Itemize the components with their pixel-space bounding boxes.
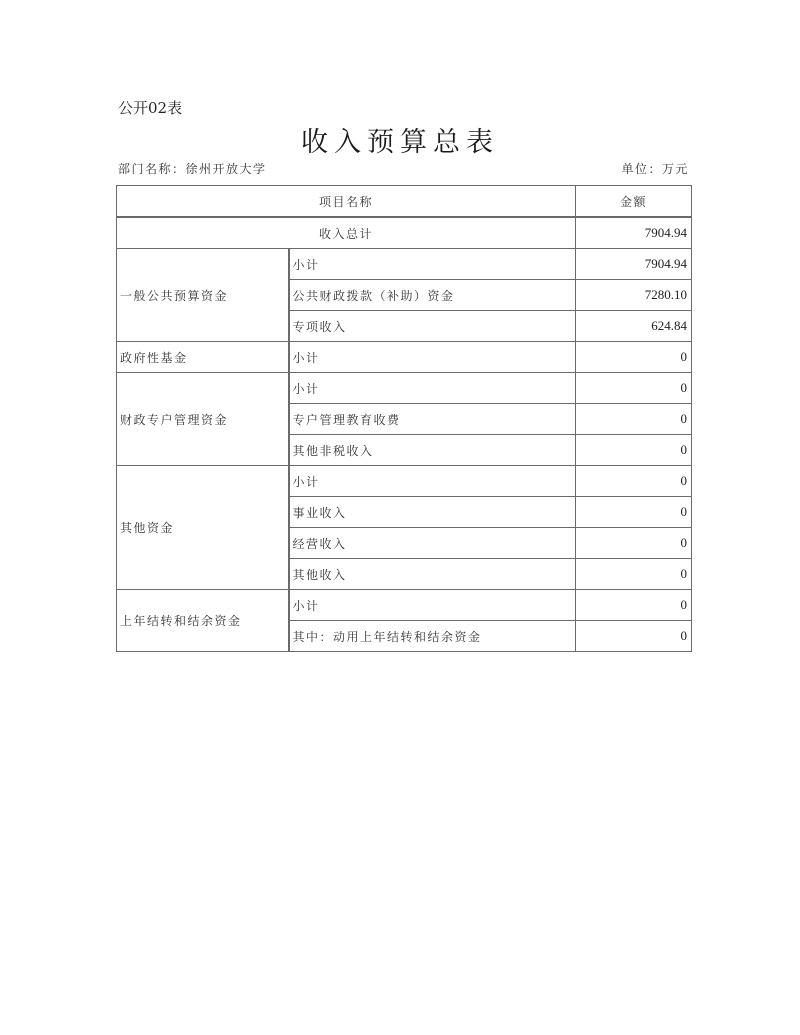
row-amount: 0 [576, 435, 692, 466]
table-row [117, 249, 692, 280]
income-budget-table [116, 185, 692, 652]
row-label: 小计 [289, 373, 576, 404]
total-label: 收入总计 [117, 217, 576, 249]
group-name: 其他资金 [117, 466, 289, 590]
total-row [117, 217, 692, 249]
row-label: 经营收入 [289, 528, 576, 559]
row-amount: 0 [576, 404, 692, 435]
row-label: 事业收入 [289, 497, 576, 528]
row-amount: 0 [576, 373, 692, 404]
row-amount: 7280.10 [576, 280, 692, 311]
row-amount: 0 [576, 621, 692, 652]
row-label: 公共财政拨款（补助）资金 [289, 280, 576, 311]
table-row [117, 373, 692, 404]
row-amount: 0 [576, 342, 692, 373]
group-name: 一般公共预算资金 [117, 249, 289, 342]
table-row [117, 342, 692, 373]
row-label: 专项收入 [289, 311, 576, 342]
table-row [117, 590, 692, 621]
row-amount: 0 [576, 466, 692, 497]
page-title: 收入预算总表 [301, 127, 499, 158]
row-amount: 624.84 [576, 311, 692, 342]
row-label: 小计 [289, 342, 576, 373]
unit-label: 单位：万元 [621, 162, 689, 176]
group-name: 政府性基金 [117, 342, 289, 373]
row-amount: 0 [576, 528, 692, 559]
row-label: 其他收入 [289, 559, 576, 590]
form-number: 公开02表 [118, 99, 183, 117]
table-header-row [117, 186, 692, 218]
row-label: 小计 [289, 590, 576, 621]
row-label: 其中：动用上年结转和结余资金 [289, 621, 576, 652]
table-row [117, 466, 692, 497]
row-amount: 0 [576, 590, 692, 621]
group-name: 上年结转和结余资金 [117, 590, 289, 652]
row-amount: 0 [576, 559, 692, 590]
row-amount: 0 [576, 497, 692, 528]
row-label: 专户管理教育收费 [289, 404, 576, 435]
row-label: 小计 [289, 466, 576, 497]
header-amount: 金额 [576, 186, 692, 218]
department-label: 部门名称：徐州开放大学 [118, 162, 267, 176]
total-amount: 7904.94 [576, 217, 692, 249]
group-name: 财政专户管理资金 [117, 373, 289, 466]
row-label: 其他非税收入 [289, 435, 576, 466]
header-item-name: 项目名称 [117, 186, 576, 218]
row-amount: 7904.94 [576, 249, 692, 280]
row-label: 小计 [289, 249, 576, 280]
